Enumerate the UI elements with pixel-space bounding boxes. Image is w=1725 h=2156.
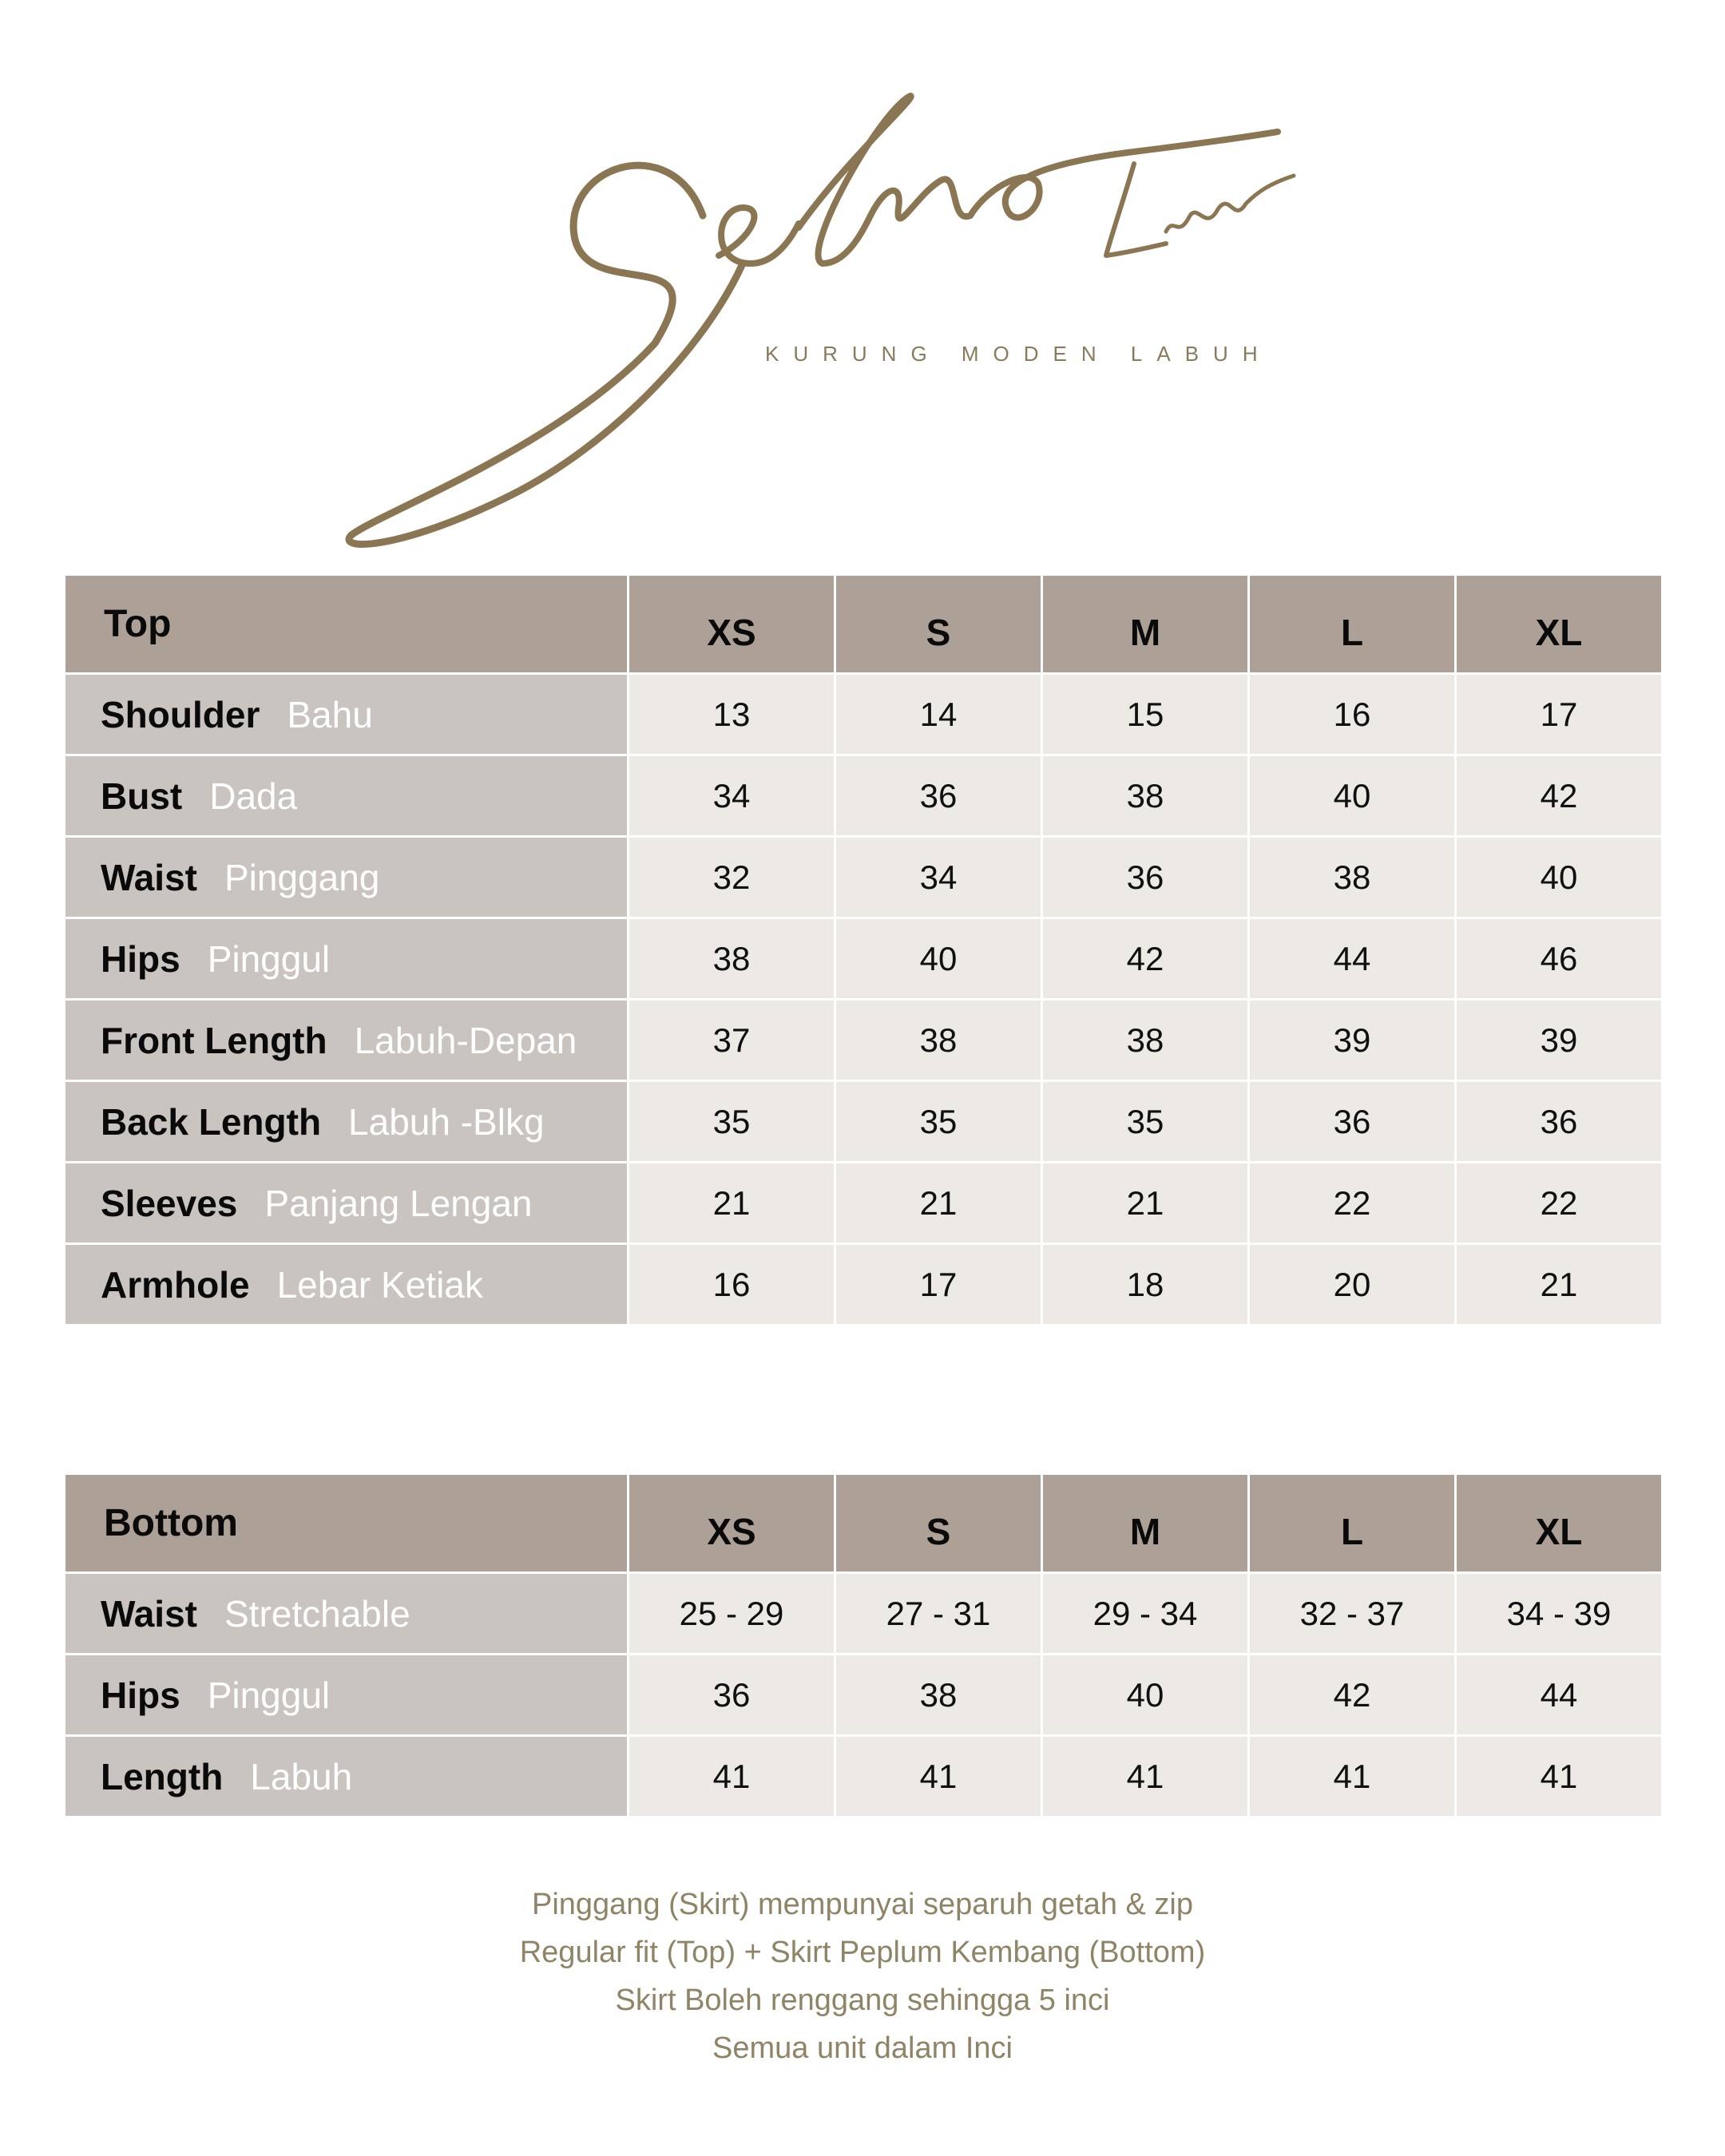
measurement-name-ms: Panjang Lengan	[264, 1182, 533, 1224]
table-cell: 21	[1456, 1244, 1663, 1326]
table-cell: 22	[1249, 1163, 1456, 1244]
measurement-name-ms: Labuh-Depan	[354, 1019, 577, 1061]
table-cell: 17	[1456, 674, 1663, 755]
measurement-name-ms: Stretchable	[224, 1592, 410, 1635]
top-size-table	[63, 573, 1664, 1326]
table-cell: 25 - 29	[629, 1573, 835, 1655]
table-cell: 14	[835, 674, 1042, 755]
note-line: Semua unit dalam Inci	[712, 2031, 1013, 2065]
table-cell: 41	[1249, 1736, 1456, 1817]
measurement-name-ms: Bahu	[287, 693, 373, 735]
measurement-name-en: Bust	[101, 775, 183, 817]
size-header-l: L	[1249, 575, 1456, 674]
table-cell: 21	[1042, 1163, 1249, 1244]
measurement-name-en: Armhole	[101, 1263, 250, 1306]
measurement-name-ms: Labuh	[250, 1755, 353, 1797]
size-header-xl: XL	[1456, 575, 1663, 674]
note-line: Pinggang (Skirt) mempunyai separuh getah & zip	[531, 1888, 1193, 1921]
measurement-name-en: Waist	[101, 856, 197, 898]
table-row	[65, 1081, 1663, 1163]
size-header-xl: XL	[1456, 1474, 1663, 1573]
table-cell: 17	[835, 1244, 1042, 1326]
table-cell: 21	[835, 1163, 1042, 1244]
measurement-name-ms: Labuh -Blkg	[348, 1100, 545, 1143]
table-cell: 40	[1042, 1655, 1249, 1736]
measurement-name-en: Sleeves	[101, 1182, 238, 1224]
table-cell: 35	[1042, 1081, 1249, 1163]
signature-logo-graphic	[0, 0, 1725, 559]
table-cell: 35	[835, 1081, 1042, 1163]
size-header-m: M	[1042, 575, 1249, 674]
table-cell: 32	[629, 837, 835, 918]
table-cell: 36	[835, 755, 1042, 837]
measurement-name-ms: Pinggul	[207, 937, 331, 980]
table-cell: 42	[1249, 1655, 1456, 1736]
table-cell: 38	[1042, 1000, 1249, 1081]
table-cell: 41	[835, 1736, 1042, 1817]
note-line: Skirt Boleh renggang sehingga 5 inci	[615, 1984, 1110, 2017]
table-cell: 41	[629, 1736, 835, 1817]
note-line: Regular fit (Top) + Skirt Peplum Kembang (Bottom)	[519, 1936, 1206, 1969]
table-cell: 44	[1249, 918, 1456, 1000]
table-row	[65, 918, 1663, 1000]
brand-logo	[0, 0, 1725, 559]
table-row	[65, 755, 1663, 837]
table-header-row	[65, 1474, 1663, 1573]
measurement-label	[65, 755, 629, 837]
measurement-name-ms: Pinggul	[207, 1674, 331, 1716]
table-cell: 36	[1456, 1081, 1663, 1163]
measurement-label	[65, 1163, 629, 1244]
table-row	[65, 1736, 1663, 1817]
measurement-name-en: Waist	[101, 1592, 197, 1635]
table-cell: 36	[1249, 1081, 1456, 1163]
table-cell: 18	[1042, 1244, 1249, 1326]
table-cell: 37	[629, 1000, 835, 1081]
table-cell: 16	[629, 1244, 835, 1326]
table-cell: 42	[1456, 755, 1663, 837]
table-cell: 15	[1042, 674, 1249, 755]
bottom-size-table	[63, 1472, 1664, 1818]
measurement-name-en: Back Length	[101, 1100, 322, 1143]
table-cell: 40	[835, 918, 1042, 1000]
table-cell: 41	[1042, 1736, 1249, 1817]
measurement-name-en: Shoulder	[101, 693, 260, 735]
table-cell: 32 - 37	[1249, 1573, 1456, 1655]
table-cell: 40	[1456, 837, 1663, 918]
table-cell: 38	[1249, 837, 1456, 918]
measurement-name-en: Length	[101, 1755, 224, 1797]
measurement-label	[65, 1244, 629, 1326]
measurement-label	[65, 1573, 629, 1655]
table-cell: 46	[1456, 918, 1663, 1000]
table-row	[65, 1573, 1663, 1655]
table-cell: 27 - 31	[835, 1573, 1042, 1655]
table-cell: 35	[629, 1081, 835, 1163]
table-cell: 42	[1042, 918, 1249, 1000]
table-cell: 34	[835, 837, 1042, 918]
size-header-l: L	[1249, 1474, 1456, 1573]
logo-text: Selena Luxe	[0, 0, 5, 1]
brand-tagline: KURUNG MODEN LABUH	[765, 342, 1272, 366]
table-cell: 22	[1456, 1163, 1663, 1244]
measurement-label	[65, 837, 629, 918]
table-cell: 21	[629, 1163, 835, 1244]
table-cell: 38	[835, 1000, 1042, 1081]
table-cell: 38	[1042, 755, 1249, 837]
table-row	[65, 674, 1663, 755]
bottom-table-heading: Bottom	[65, 1474, 629, 1573]
table-cell: 44	[1456, 1655, 1663, 1736]
table-cell: 34 - 39	[1456, 1573, 1663, 1655]
measurement-label	[65, 1655, 629, 1736]
table-row	[65, 1244, 1663, 1326]
size-header-s: S	[835, 575, 1042, 674]
table-cell: 38	[835, 1655, 1042, 1736]
table-cell: 39	[1456, 1000, 1663, 1081]
measurement-name-en: Hips	[101, 1674, 180, 1716]
measurement-label	[65, 674, 629, 755]
table-row	[65, 1655, 1663, 1736]
measurement-label	[65, 918, 629, 1000]
table-cell: 36	[629, 1655, 835, 1736]
measurement-name-ms: Lebar Ketiak	[276, 1263, 483, 1306]
table-cell: 38	[629, 918, 835, 1000]
measurement-label	[65, 1000, 629, 1081]
size-notes	[0, 1881, 1725, 2072]
size-header-m: M	[1042, 1474, 1249, 1573]
table-row	[65, 1163, 1663, 1244]
table-cell: 40	[1249, 755, 1456, 837]
size-header-s: S	[835, 1474, 1042, 1573]
table-cell: 20	[1249, 1244, 1456, 1326]
table-cell: 34	[629, 755, 835, 837]
measurement-name-ms: Dada	[209, 775, 298, 817]
top-table-heading: Top	[65, 575, 629, 674]
measurement-name-ms: Pinggang	[224, 856, 380, 898]
table-row	[65, 1000, 1663, 1081]
size-header-xs: XS	[629, 1474, 835, 1573]
table-cell: 13	[629, 674, 835, 755]
table-cell: 39	[1249, 1000, 1456, 1081]
measurement-name-en: Hips	[101, 937, 180, 980]
measurement-label	[65, 1736, 629, 1817]
table-cell: 41	[1456, 1736, 1663, 1817]
measurement-label	[65, 1081, 629, 1163]
table-header-row	[65, 575, 1663, 674]
table-cell: 16	[1249, 674, 1456, 755]
table-cell: 36	[1042, 837, 1249, 918]
measurement-name-en: Front Length	[101, 1019, 327, 1061]
table-row	[65, 837, 1663, 918]
table-cell: 29 - 34	[1042, 1573, 1249, 1655]
size-header-xs: XS	[629, 575, 835, 674]
